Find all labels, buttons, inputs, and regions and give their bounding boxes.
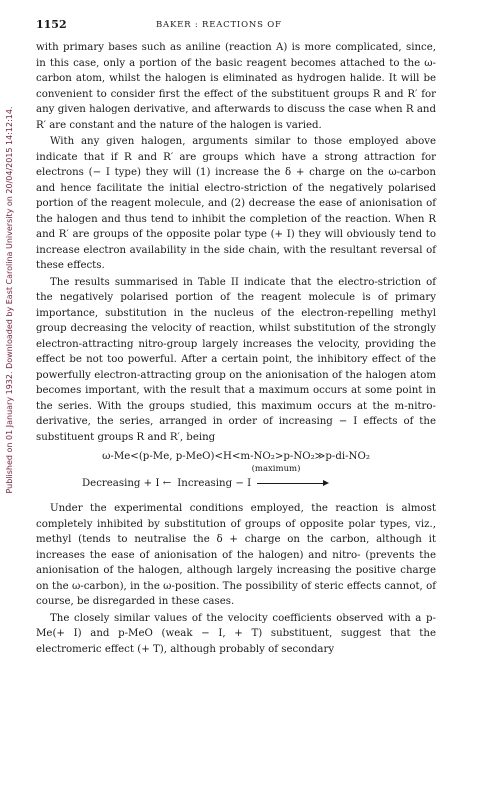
effect-arrow-line bbox=[82, 476, 436, 491]
download-watermark-text: Published on 01 January 1932. Downloaded by East Carolina University on 20/04/2015 14:12:14. bbox=[5, 106, 14, 494]
page-number: 1152 bbox=[36, 18, 67, 31]
page-body bbox=[36, 18, 436, 658]
maximum-label: (maximum) bbox=[251, 464, 301, 474]
paragraph-5: The closely similar values of the velocity coefficients observed with a p-Me(+ I) and p-MeO (weak − I, + T) substituent, suggest that the electromeric effect (+ T), although probably of secondary bbox=[36, 612, 436, 655]
page-header bbox=[36, 18, 436, 40]
paragraph-2: With any given halogen, arguments similar to those employed above indicate that if R and R′ are groups which have a strong attraction for electrons (− I type) they will (1) increase the δ + charge on the ω-carbon and hence facilitate the initial electro-striction of the negatively polarised portion of the reagent molecule, and (2) decrease the ease of anionisation of the halogen and thus tend to inhibit the completion of the reaction. When R and R′ are groups of the opposite polar type (+ I) they will obviously tend to increase electron availability in the side chain, with the resultant reversal of these effects. bbox=[36, 136, 436, 271]
increasing-label: Increasing − I bbox=[177, 478, 252, 489]
paragraph-3: The results summarised in Table II indicate that the electro-striction of the negatively polarised portion of the reagent molecule is of primary importance, substitution in the nucleus of the electron-repelling methyl group decreasing the velocity of reaction, whilst substitution of the strongly electron-attracting nitro-group largely increases the velocity, providing the effect be not too powerful. After a certain point, the inhibitory effect of the powerfully electron-attracting group on the anionisation of the halogen atom becomes important, with the result that a maximum occurs at some point in the series. With the groups studied, this maximum occurs at the m-nitro-derivative, the series, arranged in order of increasing − I effects of the substituent groups R and R′, being bbox=[36, 276, 436, 443]
paragraph-4: Under the experimental conditions employed, the reaction is almost completely inhibited by substitution of groups of opposite polar types, viz., methyl (tends to neutralise the δ + charge on the carbon, although it increases the ease of anionisation of the halogen) and nitro- (prevents the anionisation of the halogen, although largely increasing the positive charge on the ω-carbon), in the ω-position. The possibility of steric effects cannot, of course, be disregarded in these cases. bbox=[36, 503, 436, 607]
running-head: BAKER : REACTIONS OF bbox=[156, 20, 282, 30]
paragraph-1: with primary bases such as aniline (reaction A) is more complicated, since, in this case, only a portion of the basic reagent becomes attached to the ω-carbon atom, whilst the halogen is eliminated as hydrogen halide. It will be convenient to consider first the effect of the substituent groups R and R′ for any given halogen derivative, and afterwards to discuss the case when R and R′ are constant and the nature of the halogen is varied. bbox=[36, 42, 436, 131]
substituent-series-formula: ω-Me<(p-Me, p-MeO)<H<m-NO₂>p-NO₂≫p-di-NO₂ bbox=[102, 451, 370, 462]
right-arrow-icon bbox=[257, 483, 327, 484]
decreasing-label: Decreasing + I ← bbox=[82, 478, 172, 489]
download-watermark bbox=[1, 80, 17, 520]
